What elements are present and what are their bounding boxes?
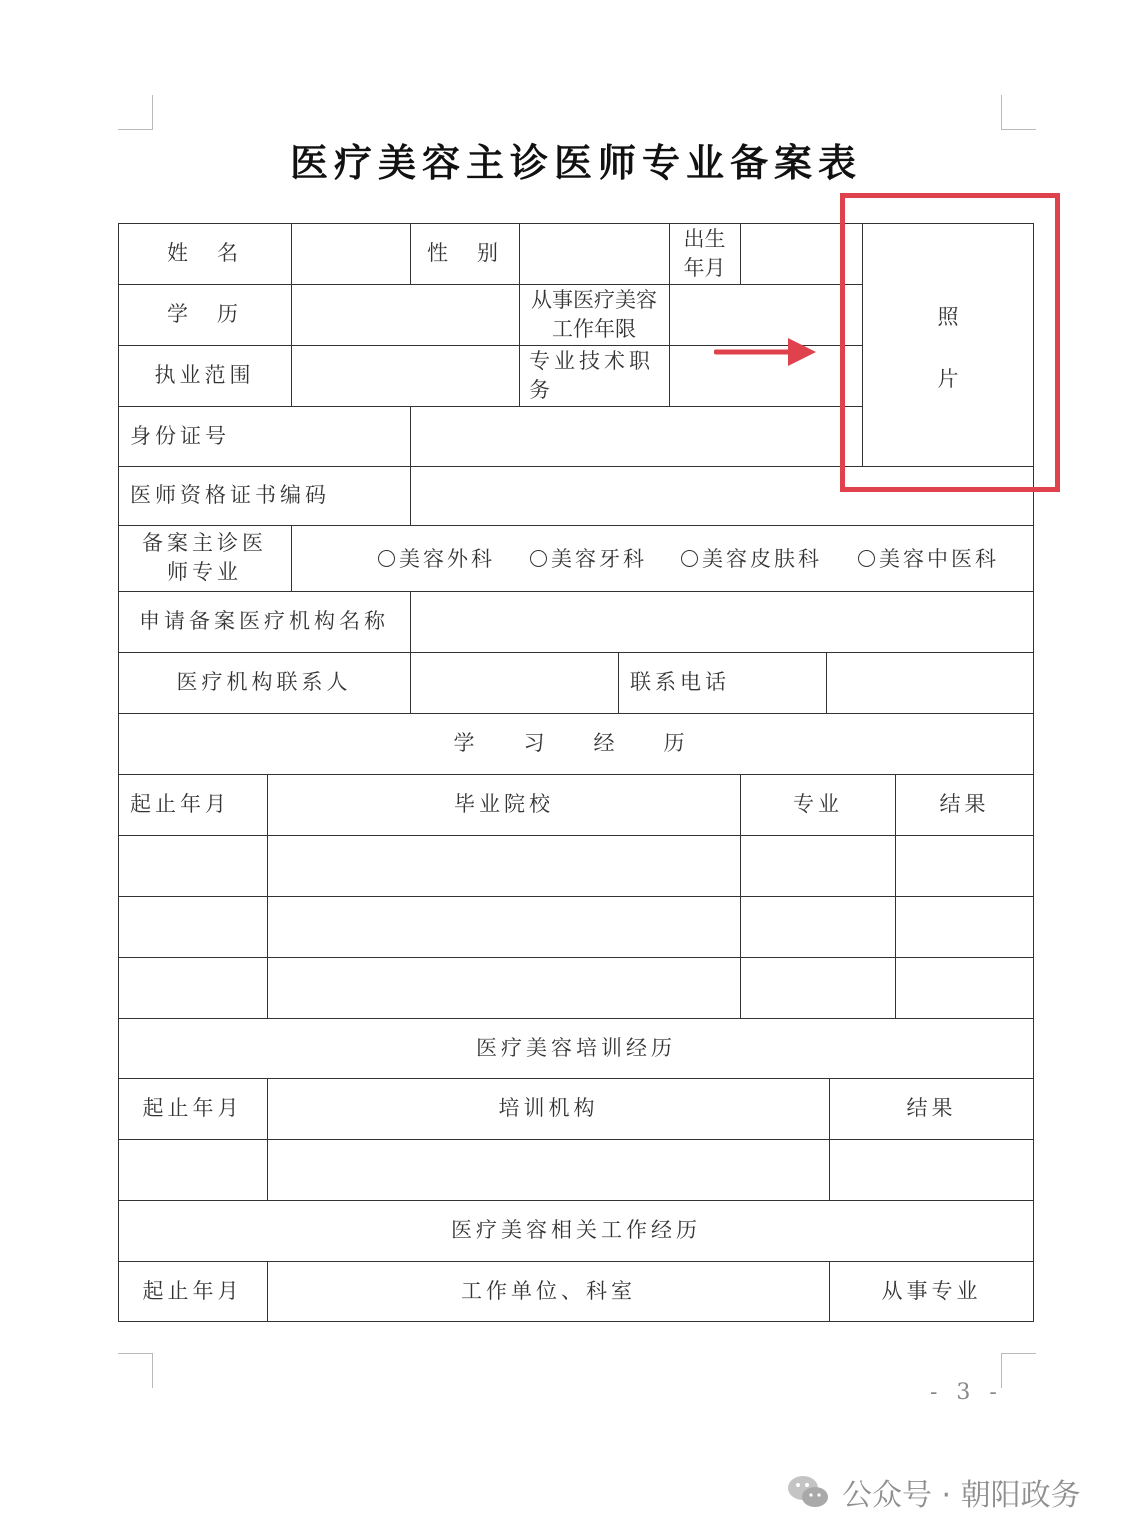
watermark-text: 公众号 · 朝阳政务 xyxy=(842,1478,1081,1513)
training-header-institution: 培训机构 xyxy=(498,1096,599,1120)
work-header-field: 从事专业 xyxy=(881,1278,982,1303)
label-gender: 性 别 xyxy=(427,241,502,265)
training-heading: 医疗美容培训经历 xyxy=(476,1035,676,1060)
id-number-field[interactable] xyxy=(411,406,862,466)
contact-field[interactable] xyxy=(411,652,618,713)
radio-icon xyxy=(530,550,547,567)
specialty-option-cosmetic-dentistry[interactable]: 美容牙科 xyxy=(530,525,647,591)
label-practice-scope: 执业范围 xyxy=(154,363,255,387)
practice-scope-field[interactable] xyxy=(292,345,519,406)
name-field[interactable] xyxy=(292,223,410,284)
study-header-major: 专业 xyxy=(793,792,843,816)
wechat-icon xyxy=(786,1472,830,1512)
education-field[interactable] xyxy=(292,284,519,345)
photo-highlight-box xyxy=(840,193,1060,492)
red-arrow-icon xyxy=(714,334,818,370)
institution-field[interactable] xyxy=(411,591,1033,652)
specialty-option-cosmetic-dermatology[interactable]: 美容皮肤科 xyxy=(681,525,822,591)
label-birth: 出生年月 xyxy=(683,226,726,280)
training-header-period: 起止年月 xyxy=(142,1096,243,1120)
study-header-result: 结果 xyxy=(939,792,990,816)
study-row[interactable] xyxy=(118,896,1034,957)
study-row[interactable] xyxy=(118,835,1034,896)
training-header-result: 结果 xyxy=(906,1096,957,1120)
label-id-number: 身份证号 xyxy=(130,423,230,448)
radio-icon xyxy=(378,550,395,567)
work-heading: 医疗美容相关工作经历 xyxy=(451,1218,701,1242)
radio-icon xyxy=(858,550,875,567)
label-work-years: 从事医疗美容工作年限 xyxy=(531,287,657,341)
specialty-option-cosmetic-tcm[interactable]: 美容中医科 xyxy=(858,525,999,591)
study-row[interactable] xyxy=(118,957,1034,1018)
training-row[interactable] xyxy=(118,1139,1034,1200)
gender-field[interactable] xyxy=(520,223,669,284)
label-name: 姓 名 xyxy=(167,241,242,265)
study-header-period: 起止年月 xyxy=(130,792,230,816)
radio-icon xyxy=(681,550,698,567)
phone-field[interactable] xyxy=(827,652,1033,713)
work-header-unit: 工作单位、科室 xyxy=(461,1278,636,1303)
photo-label-2: 片 xyxy=(937,367,959,391)
label-tech-title: 专业技术职务 xyxy=(529,348,654,402)
corner-mark-bottom-left xyxy=(118,1353,153,1388)
label-phone: 联系电话 xyxy=(630,670,730,694)
work-header-period: 起止年月 xyxy=(142,1278,243,1303)
label-specialty: 备案主诊医师专业 xyxy=(142,531,267,584)
study-header-school: 毕业院校 xyxy=(454,792,554,816)
corner-mark-top-right xyxy=(1001,95,1036,130)
page-number: - 3 - xyxy=(930,1380,1003,1405)
label-education: 学 历 xyxy=(167,302,242,326)
form-title: 医疗美容主诊医师专业备案表 xyxy=(289,140,862,185)
label-cert-code: 医师资格证书编码 xyxy=(130,483,330,507)
corner-mark-top-left xyxy=(118,95,153,130)
corner-mark-bottom-right xyxy=(1001,1353,1036,1388)
specialty-option-cosmetic-surgery[interactable]: 美容外科 xyxy=(378,525,495,591)
label-contact: 医疗机构联系人 xyxy=(176,670,352,694)
label-institution: 申请备案医疗机构名称 xyxy=(139,609,389,633)
watermark xyxy=(786,1470,1081,1514)
study-heading: 学 习 经 历 xyxy=(453,731,699,755)
photo-label-1: 照 xyxy=(937,305,959,329)
